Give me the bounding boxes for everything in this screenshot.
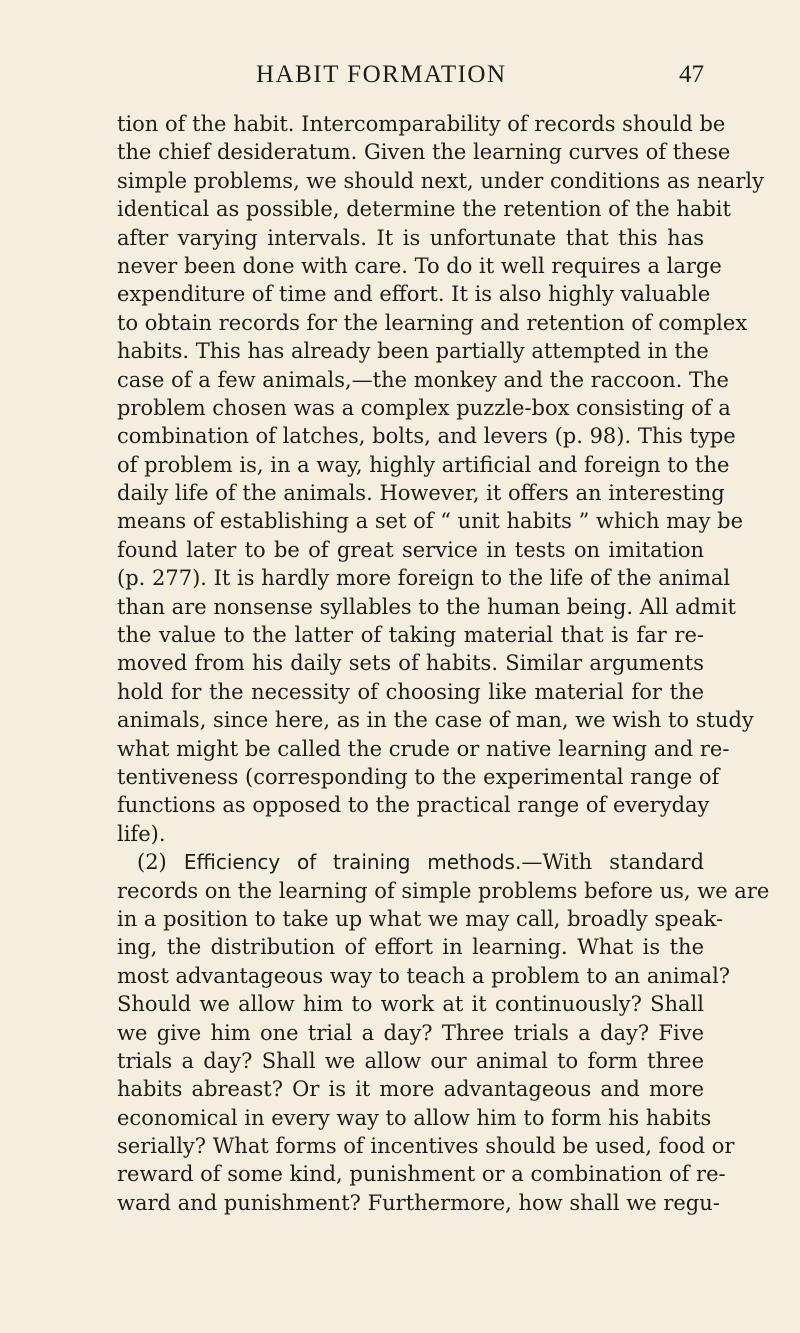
text-line: after varying intervals. It is unfortunate that this has (117, 225, 704, 250)
text-line: ing, the distribution of effort in learning. What is the (117, 935, 704, 960)
page-header (256, 58, 704, 92)
text-line: the chief desideratum. Given the learning curves of these (117, 140, 731, 165)
text-line: combination of latches, bolts, and levers (p. 98). This type (117, 424, 736, 449)
text-line: we give him one trial a day? Three trials a day? Five (117, 1020, 704, 1045)
text-line: serially? What forms of incentives should be used, food or (117, 1134, 735, 1159)
text-line: problem chosen was a complex puzzle-box consisting of a (117, 395, 731, 420)
text-line: found later to be of great service in tests on imitation (117, 537, 704, 562)
text-line: habits abreast? Or is it more advantageous and more (117, 1077, 704, 1102)
text-line: ward and punishment? Furthermore, how shall we regu- (117, 1190, 720, 1215)
text-line: habits. This has already been partially attempted in the (117, 339, 709, 364)
text-line: (p. 277). It is hardly more foreign to the life of the animal (117, 566, 731, 591)
paragraph (117, 110, 764, 848)
text-line: Should we allow him to work at it continuously? Shall (117, 992, 704, 1017)
running-head: HABIT FORMATION (256, 61, 507, 88)
text-line: hold for the necessity of choosing like material for the (117, 679, 704, 704)
text-line: than are nonsense syllables to the human being. All admit (117, 594, 736, 619)
text-line: what might be called the crude or native learning and re- (117, 736, 730, 761)
text-line: the value to the latter of taking material that is far re- (117, 623, 704, 648)
text-line: tion of the habit. Intercomparability of records should be (117, 112, 726, 136)
text-line: simple problems, we should next, under conditions as nearly (117, 168, 764, 193)
text-line: animals, since here, as in the case of man, we wish to study (117, 708, 754, 733)
text-line: never been done with care. To do it well requires a large (117, 253, 722, 278)
text-line: records on the learning of simple problems before us, we are (117, 878, 770, 903)
page-number: 47 (679, 61, 704, 88)
text-line: in a position to take up what we may call, broadly speak- (117, 906, 724, 931)
text-line: daily life of the animals. However, it offers an interesting (117, 481, 725, 506)
text-line (117, 848, 704, 876)
text-line: to obtain records for the learning and retention of complex (117, 310, 748, 335)
paragraph (117, 848, 770, 1217)
text-line: reward of some kind, punishment or a combination of re- (117, 1162, 726, 1187)
text-line: moved from his daily sets of habits. Similar arguments (117, 651, 704, 676)
text-line: functions as opposed to the practical range of everyday (117, 793, 710, 818)
text-line: case of a few animals,—the monkey and the raccoon. The (117, 367, 729, 392)
text-line: identical as possible, determine the retention of the habit (117, 197, 731, 222)
text-line: tentiveness (corresponding to the experimental range of (117, 764, 720, 789)
text-line: of problem is, in a way, highly artificial and foreign to the (117, 452, 730, 477)
section-first-line-text: —With standard (521, 850, 705, 875)
text-line: life). (117, 821, 166, 846)
text-line: trials a day? Shall we allow our animal to form three (117, 1048, 704, 1073)
text-line: most advantageous way to teach a problem to an animal? (117, 963, 731, 988)
section-heading: Efficiency of training methods. (183, 850, 522, 875)
text-line: means of establishing a set of “ unit habits ” which may be (117, 509, 744, 534)
text-line: economical in every way to allow him to form his habits (117, 1105, 712, 1130)
text-line: expenditure of time and effort. It is also highly valuable (117, 282, 711, 307)
section-number: (2) (137, 850, 167, 875)
body-text (117, 110, 770, 1217)
